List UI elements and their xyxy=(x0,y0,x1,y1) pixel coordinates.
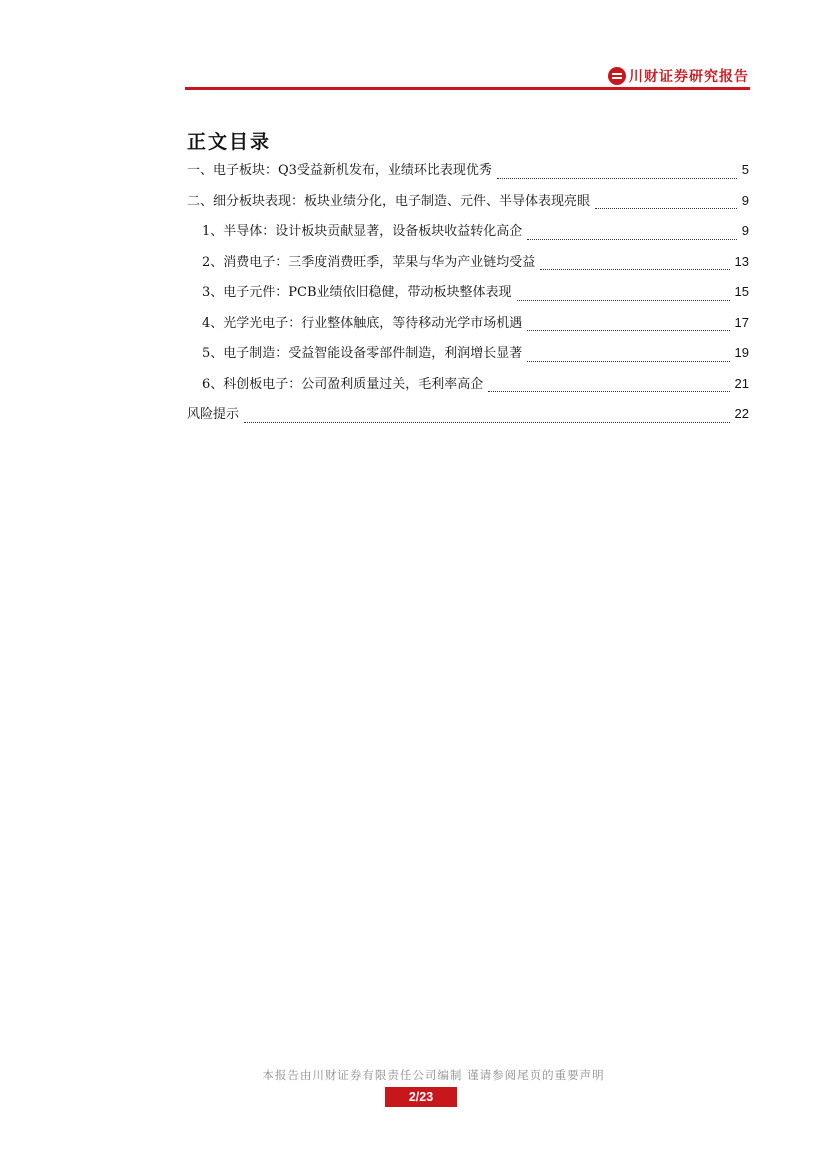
table-of-contents xyxy=(187,160,749,435)
toc-entry-2-2[interactable] xyxy=(187,252,749,283)
page-number-badge: 2/23 xyxy=(385,1087,457,1107)
header-brand xyxy=(608,66,749,86)
toc-entry-label: 5、电子制造：受益智能设备零部件制造，利润增长显著 xyxy=(202,346,523,361)
toc-entry-page: 5 xyxy=(741,162,749,177)
toc-leader-dots xyxy=(595,208,737,209)
toc-leader-dots xyxy=(527,239,736,240)
toc-entry-label: 1、半导体：设计板块贡献显著，设备板块收益转化高企 xyxy=(202,224,523,239)
toc-entry-page: 9 xyxy=(741,223,749,238)
toc-leader-dots xyxy=(488,391,729,392)
toc-entry-page: 13 xyxy=(734,253,749,269)
toc-entry-page: 22 xyxy=(734,406,749,421)
toc-leader-dots xyxy=(517,300,730,301)
toc-entry-2-4[interactable] xyxy=(187,313,749,344)
toc-title: 正文目录 xyxy=(187,131,272,153)
footer-disclaimer: 本报告由川财证券有限责任公司编制 谨请参阅尾页的重要声明 xyxy=(262,1068,605,1082)
toc-leader-dots xyxy=(244,422,730,423)
company-logo-icon xyxy=(608,67,626,85)
toc-leader-dots xyxy=(527,330,729,331)
toc-leader-dots xyxy=(497,178,737,179)
toc-entry-label: 6、科创板电子：公司盈利质量过关，毛利率高企 xyxy=(202,376,484,392)
toc-entry-2-1[interactable] xyxy=(187,221,749,252)
toc-entry-page: 15 xyxy=(734,284,749,299)
toc-entry-label: 二、细分板块表现：板块业绩分化，电子制造、元件、半导体表现亮眼 xyxy=(187,193,591,209)
toc-entry-page: 21 xyxy=(734,375,749,391)
toc-entry-risk[interactable] xyxy=(187,404,749,435)
toc-entry-page: 17 xyxy=(734,314,749,330)
brand-name: 川财证券研究报告 xyxy=(629,69,749,85)
toc-entry-label: 风险提示 xyxy=(187,407,240,422)
toc-entry-2-3[interactable] xyxy=(187,282,749,313)
toc-entry-2[interactable] xyxy=(187,191,749,222)
toc-entry-label: 4、光学光电子：行业整体触底，等待移动光学市场机遇 xyxy=(202,315,523,331)
toc-entry-page: 19 xyxy=(734,345,749,360)
toc-leader-dots xyxy=(540,269,729,270)
toc-entry-label: 一、电子板块：Q3受益新机发布，业绩环比表现优秀 xyxy=(187,163,492,178)
toc-entry-2-6[interactable] xyxy=(187,374,749,405)
toc-entry-label: 2、消费电子：三季度消费旺季，苹果与华为产业链均受益 xyxy=(202,254,536,270)
toc-entry-page: 9 xyxy=(741,192,749,208)
toc-leader-dots xyxy=(527,361,729,362)
header-divider xyxy=(185,87,750,90)
toc-entry-1[interactable] xyxy=(187,160,749,191)
toc-entry-label: 3、电子元件：PCB业绩依旧稳健，带动板块整体表现 xyxy=(202,285,512,300)
toc-entry-2-5[interactable] xyxy=(187,343,749,374)
